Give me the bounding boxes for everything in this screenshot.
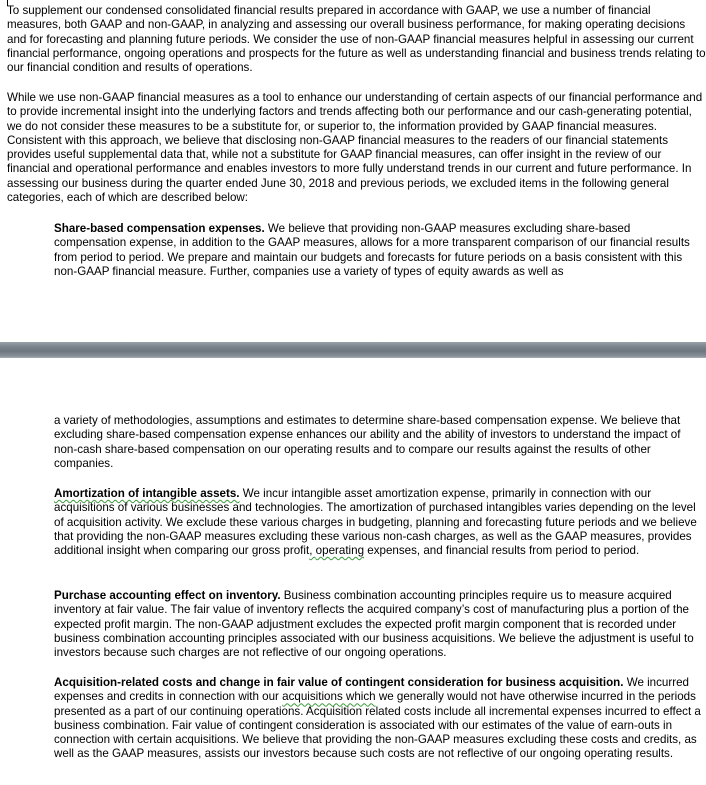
amortization-paragraph [54, 487, 702, 558]
page-break-separator [0, 342, 706, 358]
inventory-text: Business combination accounting principles require us to measure acquired inventory at fair value. The fair value of inventory reflects the acquired company’s cost of manufacturing plus a portion of the expected profit margin. The non-GAAP adjustment excludes the expected profit margin component that is recorded under business combination accounting principles associated with our business acquisitions. We believe the adjustment is useful to investors because such charges are not reflective of our ongoing operations. [54, 589, 694, 660]
amortization-heading: Amortization of intangible assets. [54, 487, 240, 500]
share-based-continuation-text: a variety of methodologies, assumptions and estimates to determine share-based compensation expense. We believe that excluding share-based compensation expense enhances our ability and the ability of investors to understand the impact of non-cash share-based compensation on our operating results and to compare our results against the results of other companies. [54, 414, 681, 470]
acquisition-text-end: we generally would not have otherwise incurred in the periods presented as a part of our continuing operations. Acquisition related costs include all incremental expenses incurred to effect a business combination. Fair value of contingent consideration is associated with our estimates of the value of earn-outs in connection with certain acquisitions. We believe that providing the non-GAAP measures excluding these costs and credits, as well as the GAAP measures, assists our investors because such costs are not reflective of our ongoing operating results. [54, 690, 701, 761]
inventory-heading: Purchase accounting effect on inventory. [54, 589, 281, 602]
amortization-text-end: expenses, and financial results from period to period. [364, 544, 640, 558]
share-based-paragraph [54, 222, 702, 279]
acquisition-text-flagged: acquisitions which [282, 690, 376, 704]
amortization-text-operating: operating [315, 544, 365, 558]
share-based-text: We believe that providing non-GAAP measures excluding share-based compensation expense, in addition to the GAAP measures, allows for a more transparent comparison of our financial results from period to period. We prepare and maintain our budgets and forecasts for future periods on a basis consistent with this non-GAAP financial measure. Further, companies use a variety of types of equity awards as well as [54, 222, 690, 278]
share-based-heading: Share-based compensation expenses. [54, 222, 265, 235]
non-gaap-paragraph [7, 91, 706, 205]
acquisition-paragraph [54, 676, 702, 762]
acquisition-text: We incurred expenses and credits in connection with our [54, 676, 689, 704]
intro-paragraph-text: To supplement our condensed consolidated financial results prepared in accordance with GAAP, we use a number of financial measures, both GAAP and non-GAAP, in analyzing and assessing our overall business performance, for making operating decisions and for forecasting and planning future periods. We consider the use of non-GAAP financial measures helpful in assessing our current financial performance, ongoing operations and prospects for the future as well as understanding financial and business trends relating to our financial condition and results of operations. [7, 4, 706, 75]
document-page-2 [0, 358, 706, 785]
share-based-continuation [54, 414, 702, 471]
amortization-text-comma: , [309, 544, 316, 558]
non-gaap-paragraph-text: While we use non-GAAP financial measures as a tool to enhance our understanding of certain aspects of our financial performance and to provide incremental insight into the underlying factors and trends affecting both our performance and our cash-generating potential, we do not consider these measures to be a substitute for, or superior to, the information provided by GAAP financial measures. Consistent with this approach, we believe that disclosing non-GAAP financial measures to the readers of our financial statements provides useful supplemental data that, while not a substitute for GAAP financial measures, can offer insight in the review of our financial and operational performance and enables investors to more fully understand trends in our current and future performance. In assessing our business during the quarter ended June 30, 2018 and previous periods, we excluded items in the following general categories, each of which are described below: [7, 91, 703, 205]
acquisition-heading: Acquisition-related costs and change in fair value of contingent consideration for business acquisition. [54, 676, 624, 689]
inventory-paragraph [54, 589, 702, 660]
amortization-text: We incur intangible asset amortization expense, primarily in connection with our acquisitions of various businesses and technologies. The amortization of purchased intangibles varies depending on the level of acquisition activity. We exclude these various charges in budgeting, planning and forecasting future periods and we believe that providing the non-GAAP measures excluding these various non-cash charges, as well as the GAAP measures, provides additional insight when comparing our gross profit [54, 487, 697, 558]
document-page-1 [0, 0, 706, 342]
intro-paragraph [7, 4, 706, 75]
